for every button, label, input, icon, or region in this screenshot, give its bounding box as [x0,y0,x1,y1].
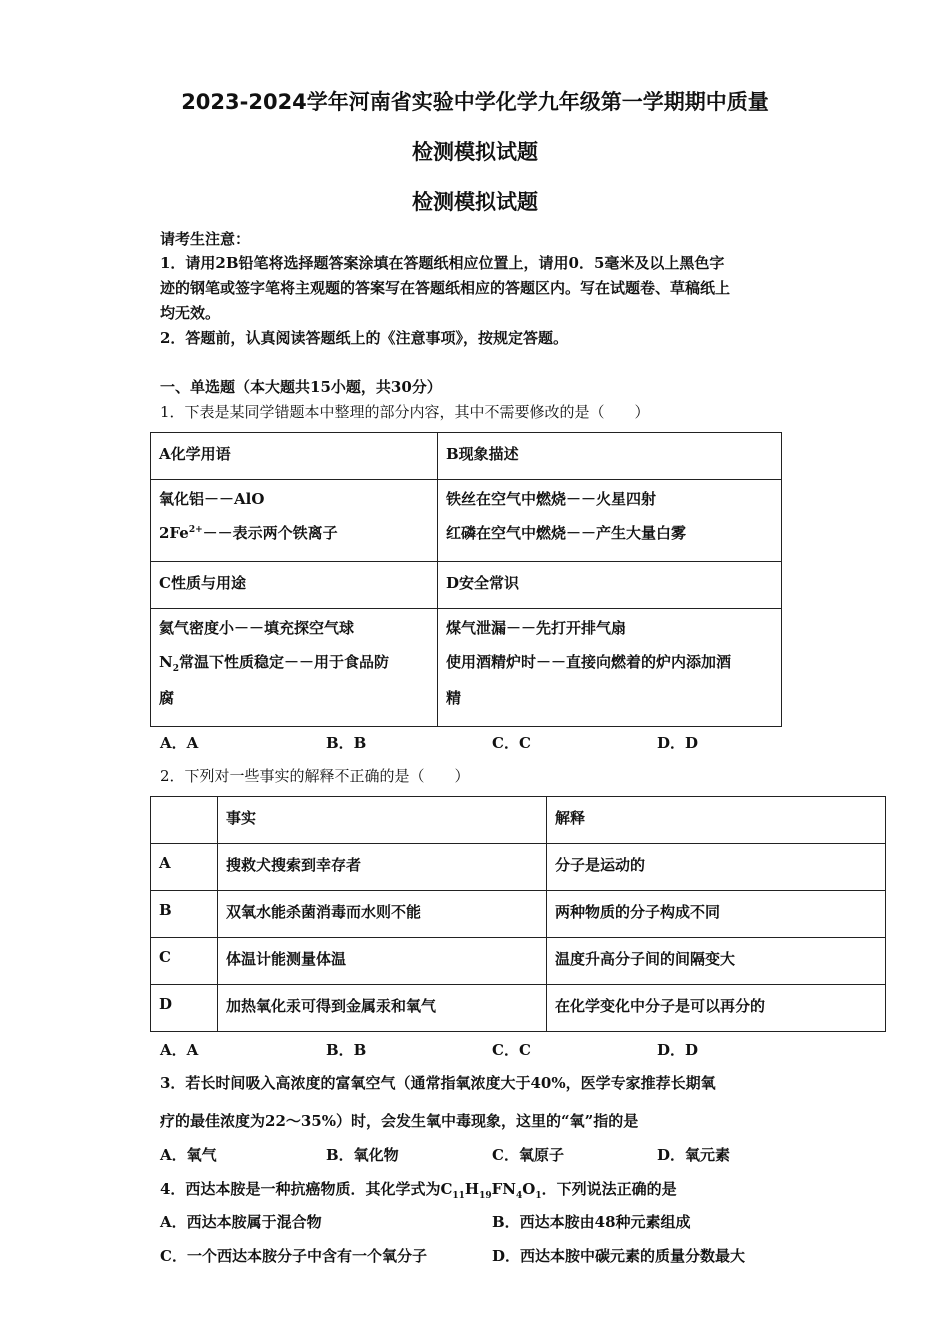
notice-item1-line3: 均无效。 [160,304,221,322]
q1-b-line1: 铁丝在空气中燃烧－－火星四射 [446,490,657,508]
q1-option-d: D．D [657,734,699,752]
q2-row-fact: 体温计能测量体温 [218,938,547,985]
q1-cell-d-body [438,609,782,727]
q1-table [150,432,782,727]
section-heading: 一、单选题（本大题共15小题，共30分） [160,378,442,396]
page-title-line1: 2023-2024学年河南省实验中学化学九年级第一学期期中质量 [181,90,769,114]
q1-cell-a-body [151,480,438,562]
q1-cell-c-body [151,609,438,727]
q4-sub-n: 4 [516,1191,523,1201]
q4-sub-h: 19 [479,1191,492,1201]
q2-row-explain: 分子是运动的 [547,844,886,891]
q1-cell-d-head: D安全常识 [438,562,782,609]
q4-option-b: B．西达本胺由48种元素组成 [492,1213,691,1231]
q2-row-explain: 两种物质的分子构成不同 [547,891,886,938]
q2-row-fact: 加热氧化汞可得到金属汞和氧气 [218,985,547,1032]
q2-row-label: B [151,891,218,938]
q1-d-line3: 精 [446,689,462,707]
q2-header-explain: 解释 [547,797,886,844]
q1-c-line3: 腐 [159,689,175,707]
q2-row-label: C [151,938,218,985]
page-title-line2: 检测模拟试题 [412,140,538,164]
q1-stem: 1．下表是某同学错题本中整理的部分内容，其中不需要修改的是（ ） [160,403,650,421]
q1-b-line2: 红磷在空气中燃烧－－产生大量白雾 [446,524,687,542]
notice-item2: 2．答题前，认真阅读答题纸上的《注意事项》，按规定答题。 [160,329,568,347]
q3-option-d: D．氧元素 [657,1146,731,1164]
q4-stem [160,1178,677,1201]
q1-a-line1: 氧化铝－－AlO [159,490,265,508]
q1-option-a: A．A [160,734,199,752]
q1-cell-b-body [438,480,782,562]
q2-row-label: D [151,985,218,1032]
q4-option-a: A．西达本胺属于混合物 [160,1213,322,1231]
notice-item1-line2: 迹的钢笔或签字笔将主观题的答案写在答题纸相应的答题区内。写在试题卷、草稿纸上 [160,279,731,297]
q3-option-c: C．氧原子 [492,1146,564,1164]
q1-option-b: B．B [326,734,367,752]
q2-row-explain: 在化学变化中分子是可以再分的 [547,985,886,1032]
q4-formula-o: O [522,1180,536,1198]
q1-c-line2 [159,651,429,687]
q1-cell-b-head: B现象描述 [438,433,782,480]
q4-stem-post: ．下列说法正确的是 [541,1180,677,1198]
q4-sub-o: 1 [535,1191,542,1201]
page-subtitle: 检测模拟试题 [412,190,538,214]
q4-formula-h: H [464,1180,480,1198]
q4-stem-pre: 4．西达本胺是一种抗癌物质．其化学式为C [160,1180,453,1198]
q3-stem-line1: 3．若长时间吸入高浓度的富氧空气（通常指氧浓度大于40%，医学专家推荐长期氧 [160,1074,716,1092]
q1-a-line2 [159,522,429,543]
q2-option-c: C．C [492,1041,531,1059]
q2-header-fact: 事实 [218,797,547,844]
q2-row-fact: 搜救犬搜索到幸存者 [218,844,547,891]
q2-header-blank [151,797,218,844]
q2-option-a: A．A [160,1041,199,1059]
q4-option-c: C．一个西达本胺分子中含有一个氧分子 [160,1247,427,1265]
q2-row-fact: 双氧水能杀菌消毒而水则不能 [218,891,547,938]
q2-stem: 2．下列对一些事实的解释不正确的是（ ） [160,767,470,785]
q3-option-a: A．氧气 [160,1146,217,1164]
q1-c-line1: 氦气密度小－－填充探空气球 [159,619,355,637]
q2-option-d: D．D [657,1041,699,1059]
q2-row-label: A [151,844,218,891]
q1-d-line2: 使用酒精炉时－－直接向燃着的炉内添加酒 [446,653,732,671]
q1-option-c: C．C [492,734,531,752]
q3-option-b: B．氧化物 [326,1146,399,1164]
notice-heading: 请考生注意： [160,230,251,248]
q4-option-d: D．西达本胺中碳元素的质量分数最大 [492,1247,746,1265]
q1-a-line2-sup: 2+ [188,525,203,535]
q3-stem-line2: 疗的最佳浓度为22～35%）时，会发生氧中毒现象，这里的“氧”指的是 [160,1112,639,1130]
q1-a-line2-post: －－表示两个铁离子 [202,524,338,542]
q1-c-line2-post: 常温下性质稳定－－用于食品防 [178,653,389,671]
notice-item1-line1: 1．请用2B铅笔将选择题答案涂填在答题纸相应位置上，请用0．5毫米及以上黑色字 [160,254,725,272]
q2-option-b: B．B [326,1041,367,1059]
q4-formula-fn: FN [491,1180,517,1198]
q2-row-explain: 温度升高分子间的间隔变大 [547,938,886,985]
q1-cell-c-head: C性质与用途 [151,562,438,609]
q1-cell-a-head: A化学用语 [151,433,438,480]
q4-sub-c: 11 [452,1191,465,1201]
q1-c-line2-sub: 2 [172,664,179,674]
q1-c-line2-pre: N [159,653,173,671]
q1-d-line1: 煤气泄漏－－先打开排气扇 [446,619,627,637]
q1-a-line2-pre: 2Fe [159,524,189,542]
q2-table [150,796,886,1032]
